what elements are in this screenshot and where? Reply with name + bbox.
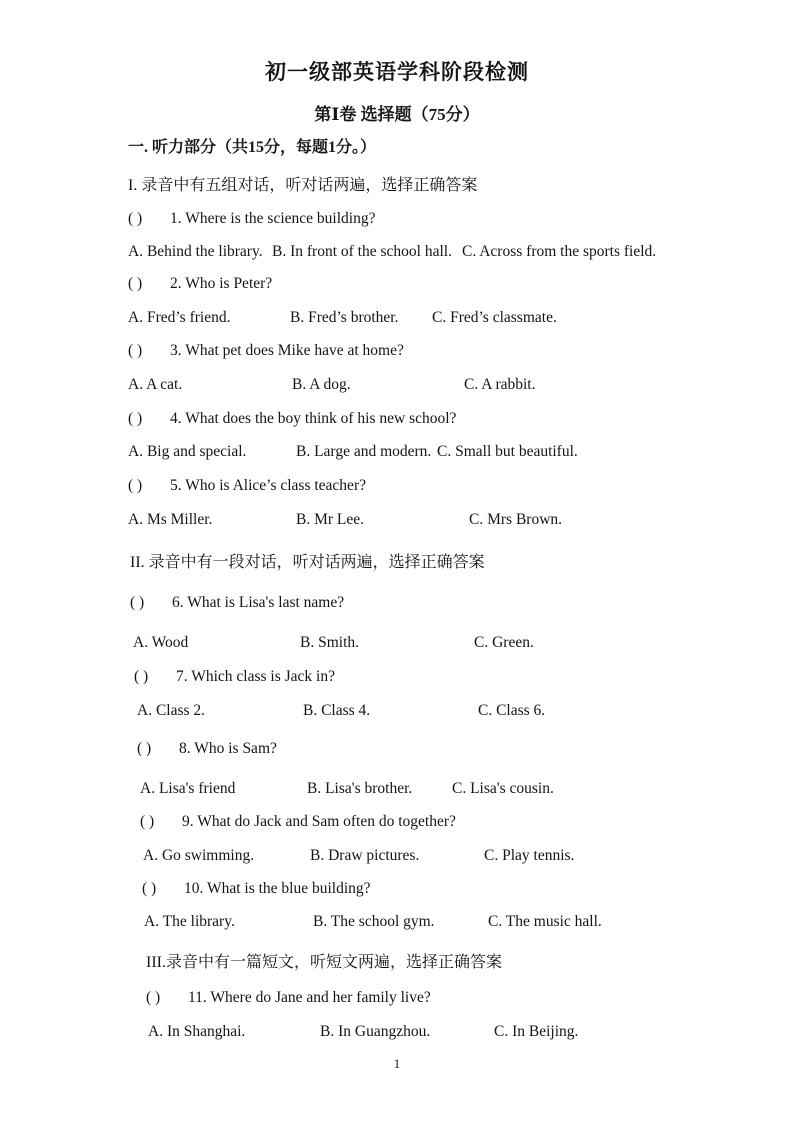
answer-blank[interactable]: ( ): [128, 275, 143, 292]
answer-blank[interactable]: ( ): [142, 880, 157, 897]
answer-blank[interactable]: ( ): [146, 989, 161, 1006]
q11-option-a: A. In Shanghai.: [148, 1023, 246, 1040]
q7-option-b: B. Class 4.: [303, 702, 371, 719]
q8-option-b: B. Lisa's brother.: [307, 780, 413, 797]
section-1-instructions: I. 录音中有五组对话，听对话两遍，选择正确答案: [128, 177, 478, 194]
answer-blank[interactable]: ( ): [128, 477, 143, 494]
question-3: ( ) 3. What pet does Mike have at home?: [128, 342, 404, 359]
q4-option-a: A. Big and special.: [128, 443, 247, 460]
q5-option-c: C. Mrs Brown.: [469, 511, 563, 528]
answer-blank[interactable]: ( ): [130, 594, 145, 611]
exam-title: 初一级部英语学科阶段检测: [265, 60, 529, 84]
question-8: ( ) 8. Who is Sam?: [137, 740, 277, 757]
q6-option-a: A. Wood: [133, 634, 189, 651]
q3-option-c: C. A rabbit.: [464, 376, 536, 393]
q11-option-c: C. In Beijing.: [494, 1023, 579, 1040]
q11-option-b: B. In Guangzhou.: [320, 1023, 431, 1040]
q2-option-c: C. Fred’s classmate.: [432, 309, 557, 326]
question-2: ( ) 2. Who is Peter?: [128, 275, 273, 292]
page-number: 1: [393, 1056, 401, 1071]
question-5: ( ) 5. Who is Alice’s class teacher?: [128, 477, 366, 494]
exam-subtitle: 第Ⅰ卷 选择题（75分）: [314, 105, 480, 124]
q5-option-a: A. Ms Miller.: [128, 511, 213, 528]
answer-blank[interactable]: ( ): [137, 740, 152, 757]
answer-blank[interactable]: ( ): [140, 813, 155, 830]
q1-option-b: B. In front of the school hall.: [272, 243, 452, 260]
q7-option-c: C. Class 6.: [478, 702, 546, 719]
question-4: ( ) 4. What does the boy think of his new school?: [128, 410, 457, 427]
q9-option-b: B. Draw pictures.: [310, 847, 420, 864]
q4-option-b: B. Large and modern.: [296, 443, 432, 460]
q1-option-c: C. Across from the sports field.: [462, 243, 657, 260]
q3-option-b: B. A dog.: [292, 376, 351, 393]
q1-option-a: A. Behind the library.: [128, 243, 263, 260]
question-7: ( ) 7. Which class is Jack in?: [134, 668, 335, 685]
section-3-instructions: III.录音中有一篇短文，听短文两遍，选择正确答案: [146, 954, 502, 971]
q2-option-b: B. Fred’s brother.: [290, 309, 399, 326]
q10-option-c: C. The music hall.: [488, 913, 602, 930]
q4-option-c: C. Small but beautiful.: [437, 443, 578, 460]
question-9: ( ) 9. What do Jack and Sam often do together?: [140, 813, 456, 830]
q9-option-a: A. Go swimming.: [143, 847, 255, 864]
answer-blank[interactable]: ( ): [134, 668, 149, 685]
question-1: ( ) 1. Where is the science building?: [128, 210, 376, 227]
q9-option-c: C. Play tennis.: [484, 847, 575, 864]
q6-option-b: B. Smith.: [300, 634, 360, 651]
answer-blank[interactable]: ( ): [128, 210, 143, 227]
question-11: ( ) 11. Where do Jane and her family live?: [146, 989, 431, 1006]
q6-option-c: C. Green.: [474, 634, 534, 651]
section-2-instructions: II. 录音中有一段对话，听对话两遍，选择正确答案: [130, 554, 485, 571]
q8-option-c: C. Lisa's cousin.: [452, 780, 554, 797]
q8-option-a: A. Lisa's friend: [140, 780, 236, 797]
q10-option-a: A. The library.: [144, 913, 235, 930]
q5-option-b: B. Mr Lee.: [296, 511, 365, 528]
question-10: ( ) 10. What is the blue building?: [142, 880, 371, 897]
answer-blank[interactable]: ( ): [128, 342, 143, 359]
answer-blank[interactable]: ( ): [128, 410, 143, 427]
q7-option-a: A. Class 2.: [137, 702, 206, 719]
q10-option-b: B. The school gym.: [313, 913, 435, 930]
q2-option-a: A. Fred’s friend.: [128, 309, 231, 326]
question-6: ( ) 6. What is Lisa's last name?: [130, 594, 345, 611]
listening-part-heading: 一. 听力部分（共15分，每题1分。）: [128, 139, 377, 156]
q3-option-a: A. A cat.: [128, 376, 183, 393]
